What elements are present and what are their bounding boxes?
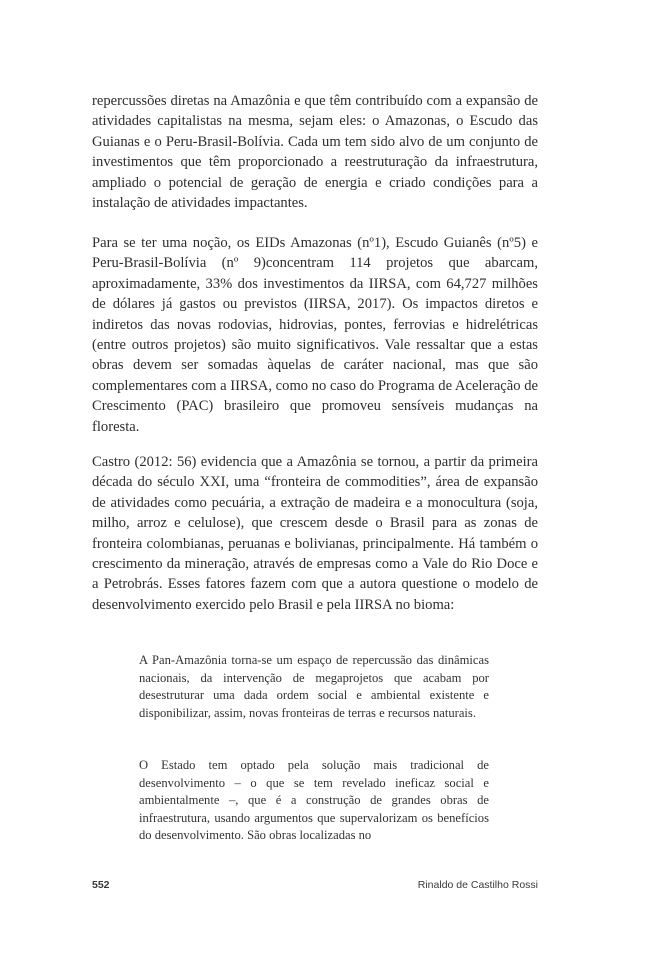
page-number: 552	[92, 879, 110, 891]
body-paragraph-3: Castro (2012: 56) evidencia que a Amazônia se tornou, a partir da primeira década do século XXI, uma “fronteira de commodities”, área de expansão de atividades como pecuária, a extração de madeira e a monocultura (soja, milho, arroz e celulose), que crescem desde o Brasil para as zonas de fronteira colombianas, peruanas e bolivianas, principalmente. Há também o crescimento da mineração, através de empresas como a Vale do Rio Doce e a Petrobrás. Esses fatores fazem com que a autora questione o modelo de desenvolvimento exercido pelo Brasil e pela IIRSA no bioma:	[92, 454, 538, 613]
running-footer-author: Rinaldo de Castilho Rossi	[417, 879, 538, 891]
block-quote-1: A Pan-Amazônia torna-se um espaço de repercussão das dinâmicas nacionais, da intervenção de megaprojetos que acabam por desestruturar uma dada ordem social e ambiental existente e disponibilizar, assim, novas fronteiras de terras e recursos naturais.	[139, 653, 489, 720]
body-paragraph-2: Para se ter uma noção, os EIDs Amazonas (nº1), Escudo Guianês (nº5) e Peru-Brasil-Bolívia (nº 9)concentram 114 projetos que abarcam, aproximadamente, 33% dos investimentos da IIRSA, com 64,727 milhões de dólares já gastos ou previstos (IIRSA, 2017). Os impactos diretos e indiretos das novas rodovias, hidrovias, pontes, ferrovias e hidrelétricas (entre outros projetos) são muito significativos. Vale ressaltar que a estas obras devem ser somadas àquelas de caráter nacional, mas que são complementares com a IIRSA, como no caso do Programa de Aceleração de Crescimento (PAC) brasileiro que promoveu sensíveis mudanças na floresta.	[92, 235, 538, 435]
body-paragraph-1: repercussões diretas na Amazônia e que têm contribuído com a expansão de atividades capitalistas na mesma, sejam eles: o Amazonas, o Escudo das Guianas e o Peru-Brasil-Bolívia. Cada um tem sido alvo de um conjunto de investimentos que têm proporcionado a reestruturação da infraestrutura, ampliado o potencial de geração de energia e criado condições para a instalação de atividades impactantes.	[92, 93, 538, 212]
block-quote-2: O Estado tem optado pela solução mais tradicional de desenvolvimento – o que se tem revelado ineficaz social e ambientalmente –, que é a construção de grandes obras de infraestrutura, usando argumentos que supervalorizam os benefícios do desenvolvimento. São obras localizadas no	[139, 758, 489, 843]
page-footer	[92, 879, 538, 895]
